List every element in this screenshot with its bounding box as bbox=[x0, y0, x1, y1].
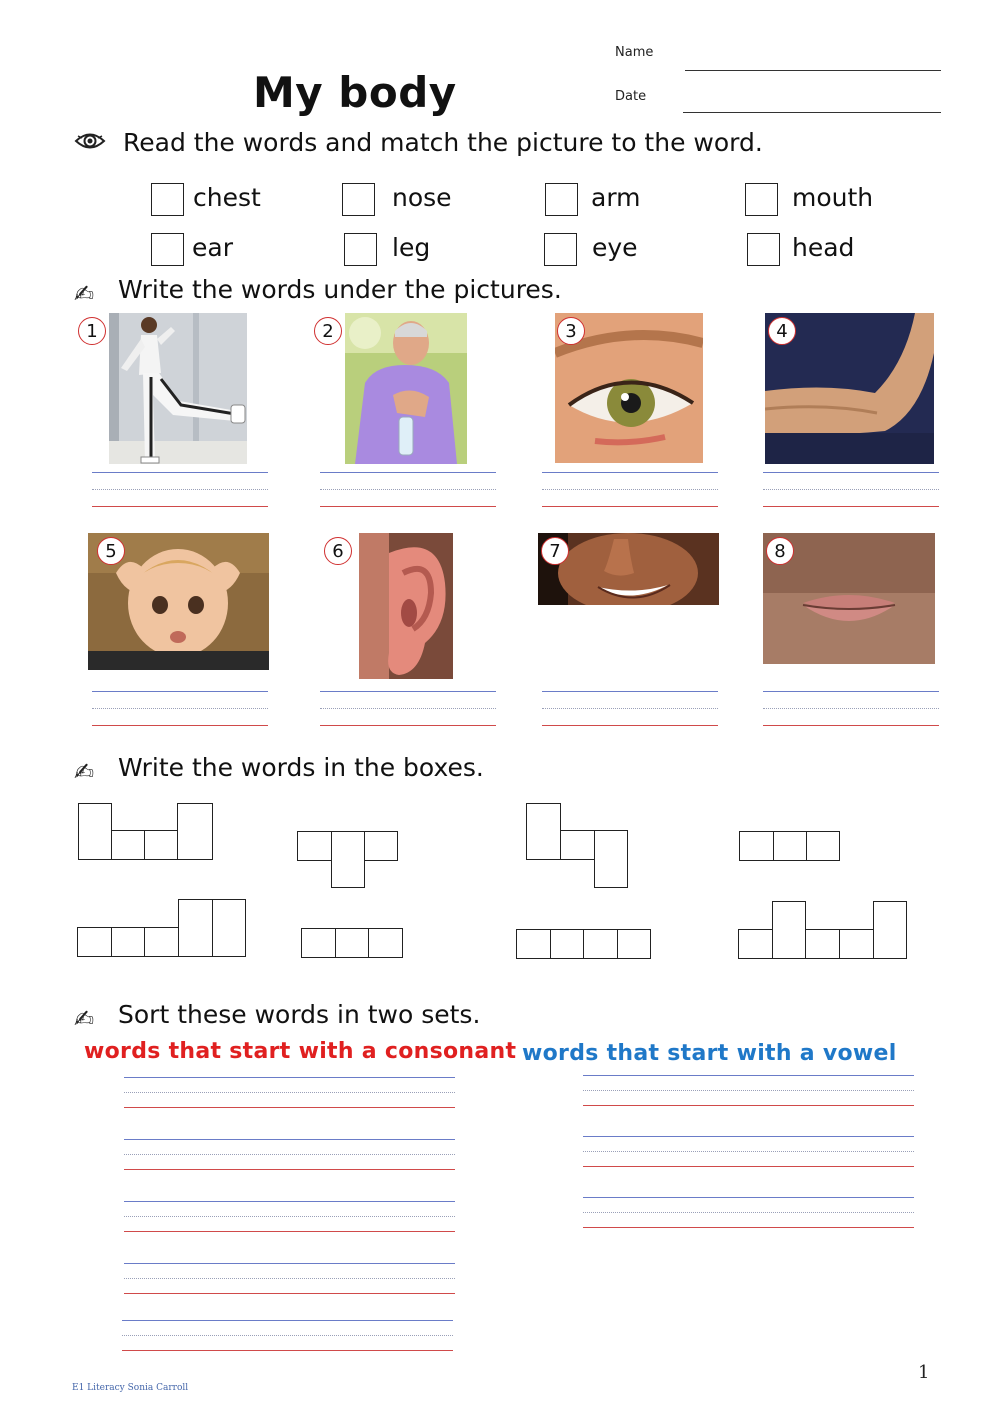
vowel-line-base bbox=[583, 1105, 914, 1106]
pictures-instruction: Write the words under the pictures. bbox=[118, 275, 562, 304]
picture-leg bbox=[109, 313, 247, 464]
picture-number-2: 2 bbox=[314, 317, 342, 345]
word-nose: nose bbox=[392, 183, 452, 212]
eye-icon bbox=[74, 130, 106, 156]
checkbox-nose[interactable] bbox=[342, 183, 375, 216]
answer-line-7-base bbox=[542, 725, 718, 726]
writing-hand-icon: ✍ bbox=[74, 1005, 95, 1033]
answer-line-1-base bbox=[92, 506, 268, 507]
picture-number-7: 7 bbox=[541, 537, 569, 565]
name-line[interactable] bbox=[685, 70, 941, 71]
vowel-line[interactable] bbox=[583, 1136, 914, 1137]
consonant-line-base bbox=[122, 1350, 453, 1351]
consonant-line-dotted bbox=[124, 1154, 455, 1155]
word-ear: ear bbox=[192, 233, 233, 262]
consonant-line-base bbox=[124, 1169, 455, 1170]
letter-box[interactable] bbox=[297, 831, 332, 861]
answer-line-4-dotted bbox=[763, 489, 939, 490]
vowel-line-dotted bbox=[583, 1212, 914, 1213]
date-line[interactable] bbox=[683, 112, 941, 113]
word-eye: eye bbox=[592, 233, 638, 262]
letter-box[interactable] bbox=[583, 929, 618, 959]
consonant-line[interactable] bbox=[124, 1077, 455, 1078]
letter-box[interactable] bbox=[144, 927, 179, 957]
answer-line-3-dotted bbox=[542, 489, 718, 490]
word-head: head bbox=[792, 233, 855, 262]
letter-box[interactable] bbox=[772, 901, 806, 959]
checkbox-leg[interactable] bbox=[344, 233, 377, 266]
checkbox-arm[interactable] bbox=[545, 183, 578, 216]
letter-box[interactable] bbox=[839, 929, 874, 959]
consonant-line-dotted bbox=[124, 1092, 455, 1093]
letter-box[interactable] bbox=[773, 831, 807, 861]
vowel-line[interactable] bbox=[583, 1197, 914, 1198]
letter-box[interactable] bbox=[301, 928, 336, 958]
consonant-line-dotted bbox=[124, 1216, 455, 1217]
match-instruction: Read the words and match the picture to the word. bbox=[123, 128, 763, 157]
answer-line-7[interactable] bbox=[542, 691, 718, 692]
answer-line-6-base bbox=[320, 725, 496, 726]
answer-line-8-dotted bbox=[763, 708, 939, 709]
page-number: 1 bbox=[918, 1362, 930, 1383]
picture-ear bbox=[359, 533, 453, 679]
consonant-line-base bbox=[124, 1107, 455, 1108]
letter-box[interactable] bbox=[617, 929, 651, 959]
letter-box[interactable] bbox=[805, 929, 840, 959]
letter-box[interactable] bbox=[738, 929, 773, 959]
checkbox-eye[interactable] bbox=[544, 233, 577, 266]
letter-box[interactable] bbox=[806, 831, 840, 861]
page-title: My body bbox=[253, 68, 457, 117]
name-label: Name bbox=[615, 45, 654, 60]
letter-box[interactable] bbox=[335, 928, 369, 958]
vowel-line-dotted bbox=[583, 1090, 914, 1091]
picture-number-4: 4 bbox=[768, 317, 796, 345]
word-leg: leg bbox=[392, 233, 431, 262]
footer-credit: E1 Literacy Sonia Carroll bbox=[72, 1383, 189, 1393]
consonant-heading: words that start with a consonant bbox=[84, 1039, 517, 1064]
answer-line-8[interactable] bbox=[763, 691, 939, 692]
consonant-line[interactable] bbox=[124, 1201, 455, 1202]
letter-box[interactable] bbox=[368, 928, 403, 958]
consonant-line-base bbox=[124, 1293, 455, 1294]
letter-box[interactable] bbox=[739, 831, 774, 861]
vowel-heading: words that start with a vowel bbox=[522, 1041, 897, 1066]
letter-box[interactable] bbox=[526, 803, 561, 860]
checkbox-mouth[interactable] bbox=[745, 183, 778, 216]
letter-box[interactable] bbox=[594, 830, 628, 888]
checkbox-ear[interactable] bbox=[151, 233, 184, 266]
letter-box[interactable] bbox=[77, 927, 112, 957]
boxes-instruction: Write the words in the boxes. bbox=[118, 753, 484, 782]
vowel-line-dotted bbox=[583, 1151, 914, 1152]
word-arm: arm bbox=[591, 183, 641, 212]
answer-line-3-base bbox=[542, 506, 718, 507]
picture-number-1: 1 bbox=[78, 317, 106, 345]
picture-number-6: 6 bbox=[324, 537, 352, 565]
word-chest: chest bbox=[193, 183, 261, 212]
writing-hand-icon: ✍ bbox=[74, 280, 95, 308]
answer-line-5-dotted bbox=[92, 708, 268, 709]
answer-line-6-dotted bbox=[320, 708, 496, 709]
letter-box[interactable] bbox=[111, 927, 145, 957]
answer-line-2-base bbox=[320, 506, 496, 507]
consonant-line[interactable] bbox=[124, 1263, 455, 1264]
answer-line-1[interactable] bbox=[92, 472, 268, 473]
picture-number-8: 8 bbox=[766, 537, 794, 565]
letter-box[interactable] bbox=[331, 831, 365, 888]
letter-box[interactable] bbox=[178, 899, 213, 957]
vowel-line[interactable] bbox=[583, 1075, 914, 1076]
letter-box[interactable] bbox=[550, 929, 584, 959]
answer-line-4[interactable] bbox=[763, 472, 939, 473]
writing-hand-icon: ✍ bbox=[74, 758, 95, 786]
sort-instruction: Sort these words in two sets. bbox=[118, 1000, 481, 1029]
picture-number-5: 5 bbox=[97, 537, 125, 565]
answer-line-2[interactable] bbox=[320, 472, 496, 473]
consonant-line[interactable] bbox=[122, 1320, 453, 1321]
answer-line-5[interactable] bbox=[92, 691, 268, 692]
picture-chest bbox=[345, 313, 467, 464]
date-label: Date bbox=[615, 89, 647, 104]
checkbox-chest[interactable] bbox=[151, 183, 184, 216]
consonant-line-base bbox=[124, 1231, 455, 1232]
consonant-line[interactable] bbox=[124, 1139, 455, 1140]
letter-box[interactable] bbox=[873, 901, 907, 959]
answer-line-3[interactable] bbox=[542, 472, 718, 473]
answer-line-1-dotted bbox=[92, 489, 268, 490]
answer-line-4-base bbox=[763, 506, 939, 507]
letter-box[interactable] bbox=[560, 830, 595, 860]
letter-box[interactable] bbox=[212, 899, 246, 957]
word-mouth: mouth bbox=[792, 183, 874, 212]
letter-box[interactable] bbox=[364, 831, 398, 861]
letter-box[interactable] bbox=[177, 803, 213, 860]
vowel-line-base bbox=[583, 1227, 914, 1228]
letter-box[interactable] bbox=[78, 803, 112, 860]
vowel-line-base bbox=[583, 1166, 914, 1167]
checkbox-head[interactable] bbox=[747, 233, 780, 266]
letter-box[interactable] bbox=[111, 830, 145, 860]
consonant-line-dotted bbox=[122, 1335, 453, 1336]
answer-line-8-base bbox=[763, 725, 939, 726]
picture-number-3: 3 bbox=[557, 317, 585, 345]
answer-line-7-dotted bbox=[542, 708, 718, 709]
letter-box[interactable] bbox=[144, 830, 178, 860]
letter-box[interactable] bbox=[516, 929, 551, 959]
answer-line-2-dotted bbox=[320, 489, 496, 490]
answer-line-6[interactable] bbox=[320, 691, 496, 692]
answer-line-5-base bbox=[92, 725, 268, 726]
consonant-line-dotted bbox=[124, 1278, 455, 1279]
